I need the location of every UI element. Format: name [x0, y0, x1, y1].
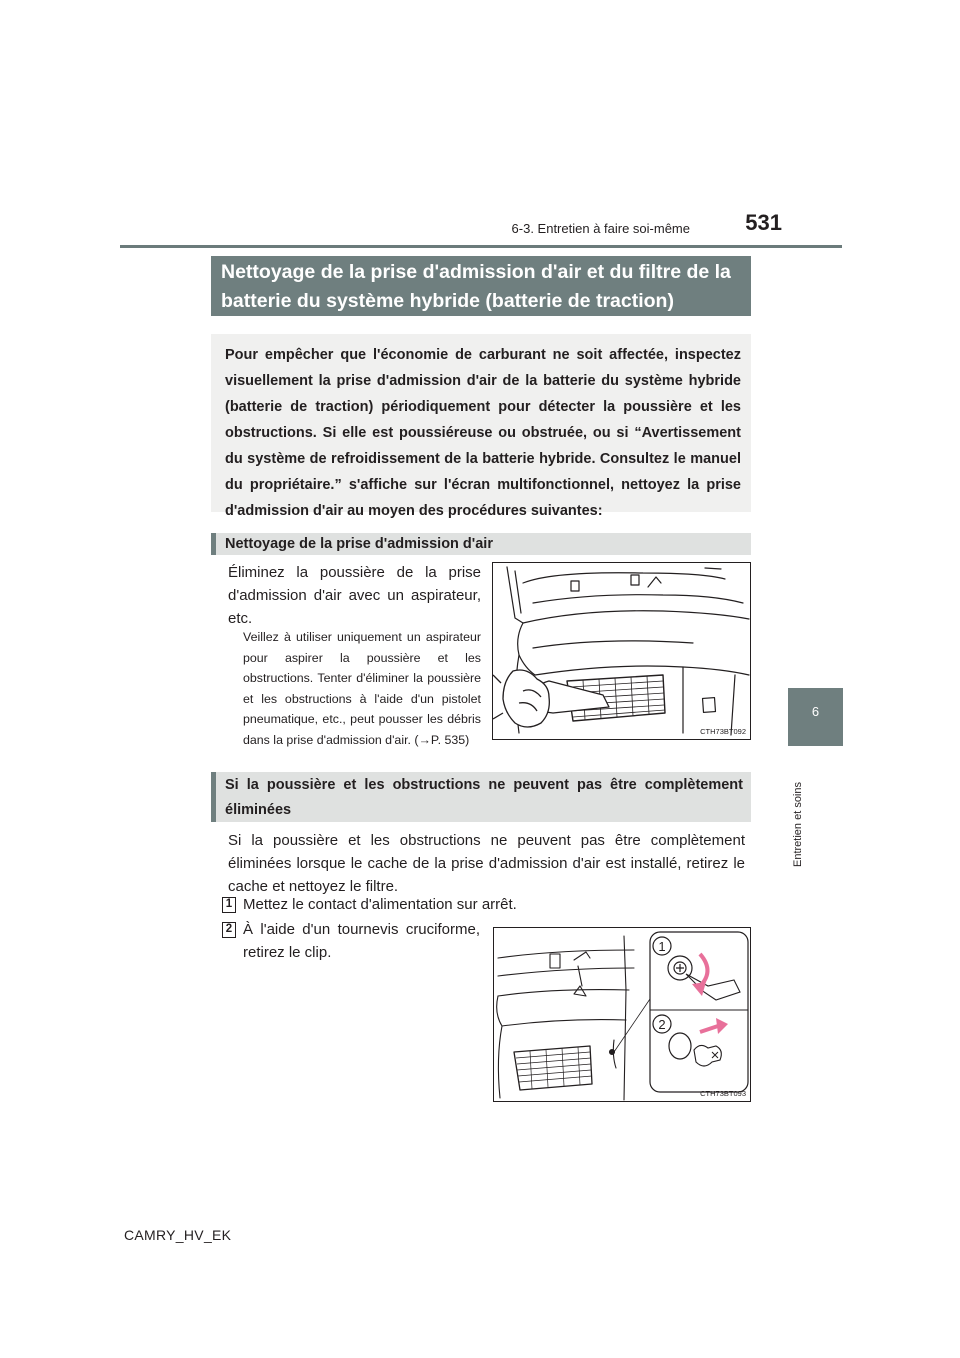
clip-removal-illustration [494, 928, 751, 1102]
chapter-title: Entretien et soins [792, 782, 804, 867]
step-number-2: 2 [222, 922, 236, 938]
page-title: Nettoyage de la prise d'admission d'air et du filtre de la batterie du système hybride (batterie de traction) [211, 256, 751, 316]
figure-code: CTH73BT092 [700, 727, 746, 736]
step-number-1: 1 [222, 897, 236, 913]
filter-instruction: Si la poussière et les obstructions ne peuvent pas être complètement éliminées lorsque le cache de la prise d'admission d'air est installé, retirez le cache et nettoyez le filtre. [228, 832, 745, 895]
figure-remove-clip [493, 927, 751, 1102]
vacuum-note: Veillez à utiliser uniquement un aspirateur pour aspirer la poussière et les obstructions. Tenter d'éliminer la poussière et les obstructions à l'aide d'un pistolet pneumatique, etc., peut pousser les débris dans la prise d'admission d'air. (→P. 535) [243, 630, 481, 747]
header-divider [120, 245, 842, 248]
figure-vacuum-intake [492, 562, 751, 740]
callout-1: 1 [658, 939, 666, 954]
section-heading-filter: Si la poussière et les obstructions ne peuvent pas être complètement éliminées [211, 772, 751, 822]
air-intake-instruction: Éliminez la poussière de la prise d'admission d'air avec un aspirateur, etc. [228, 564, 481, 627]
section-breadcrumb: 6-3. Entretien à faire soi-même [511, 221, 690, 236]
chapter-number: 6 [811, 704, 820, 719]
intro-text: Pour empêcher que l'économie de carburant ne soit affectée, inspectez visuellement la prise d'admission d'air de la batterie du système hybride (batterie de traction) périodiquement pour détecter la poussière et les obstructions. Si elle est poussiéreuse ou obstruée, ou si “Avertissement du système de refroidissement de la batterie hybride. Consultez le manuel du propriétaire.” s'affiche sur l'écran multifonctionnel, nettoyez la prise d'admission d'air au moyen des procédures suivantes: [211, 334, 751, 512]
section-heading-air-intake: Nettoyage de la prise d'admission d'air [211, 533, 751, 555]
figure-code: CTH73BT093 [700, 1089, 746, 1098]
step-text-1: Mettez le contact d'alimentation sur arrêt. [243, 896, 517, 913]
document-code: CAMRY_HV_EK [124, 1227, 232, 1243]
page-number: 531 [745, 210, 782, 235]
chapter-title-vertical [786, 755, 814, 875]
step-text-2: À l'aide d'un tournevis cruciforme, retirez le clip. [243, 921, 480, 961]
chapter-tab[interactable] [788, 688, 843, 746]
vacuum-illustration [493, 563, 751, 740]
callout-2: 2 [658, 1017, 666, 1032]
